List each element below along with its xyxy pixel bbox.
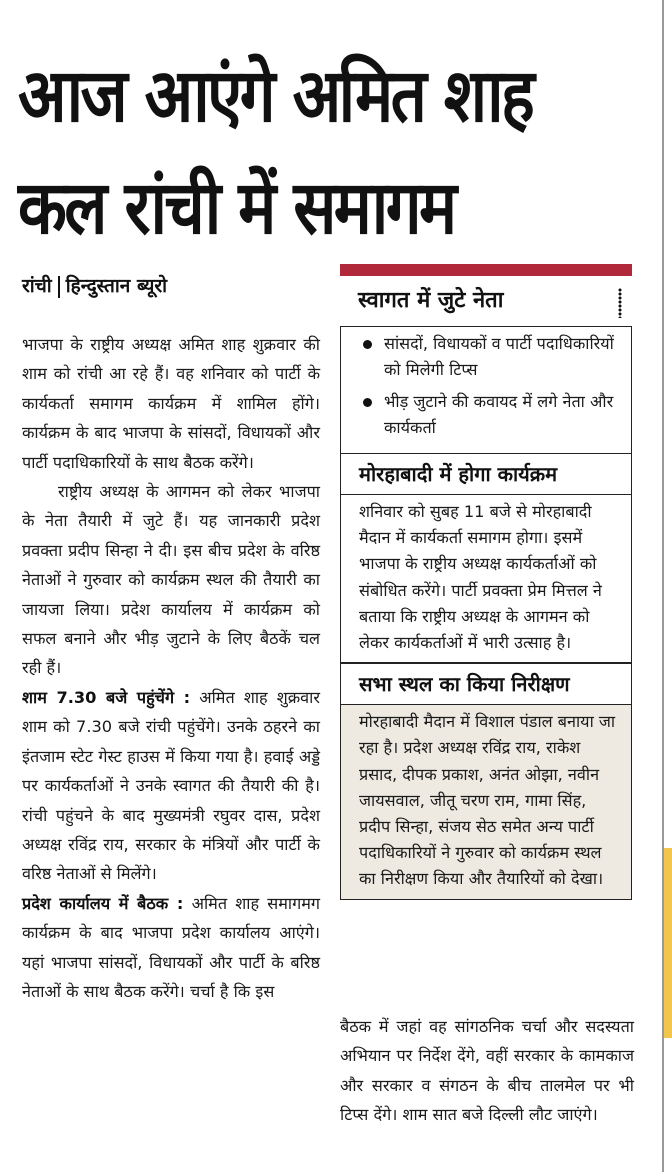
page-edge-color-strip	[664, 848, 672, 1038]
sidebar-subheading-inspection: सभा स्थल का किया निरीक्षण	[340, 663, 632, 705]
bullet-icon	[363, 398, 372, 407]
sidebar-heading	[340, 276, 632, 326]
sidebar-subheading-venue: मोरहाबादी में होगा कार्यक्रम	[340, 453, 632, 495]
sidebar-heading-text: स्वागत में जुटे नेता	[358, 288, 504, 313]
headline	[18, 40, 551, 264]
list-item-text: भीड़ जुटाने की कवायद में लगे नेता और कार्यकर्ता	[384, 392, 614, 437]
sidebar-paragraph-inspection: मोरहाबादी मैदान में विशाल पंडाल बनाया जा रहा है। प्रदेश अध्यक्ष रविंद्र राय, राकेश प्रसाद, दीपक प्रकाश, अनंत ओझा, नवीन जायसवाल, जीतू चरण राम, गामा सिंह, प्रदीप सिन्हा, संजय सेठ समेत अन्य पार्टी पदाधिकारियों ने गुरुवार को कार्यक्रम स्थल का निरीक्षण किया और तैयारियों को देखा।	[340, 705, 632, 899]
article-paragraph-1: भाजपा के राष्ट्रीय अध्यक्ष अमित शाह शुक्रवार की शाम को रांची आ रहे हैं। वह शनिवार को पार्टी के कार्यकर्ता समागम कार्यक्रम में शामिल होंगे। कार्यक्रम के बाद भाजपा के सांसदों, विधायकों और पार्टी पदाधिकारियों के साथ बैठक करेंगे।	[22, 335, 320, 472]
byline-bureau: हिन्दुस्तान ब्यूरो	[65, 275, 168, 297]
subhead-office-meeting: प्रदेश कार्यालय में बैठक :	[22, 893, 184, 913]
article-paragraph-4	[22, 889, 320, 1007]
article-paragraph-2: राष्ट्रीय अध्यक्ष के आगमन को लेकर भाजपा के नेता तैयारी में जुटे हैं। यह जानकारी प्रदेश प्रवक्ता प्रदीप सिन्हा ने दी। इस बीच प्रदेश के वरिष्ठ नेताओं ने गुरुवार को कार्यक्रम स्थल की तैयारी का जायजा लिया। प्रदेश कार्यालय में कार्यक्रम को सफल बनाने और भीड़ जुटाने के लिए बैठकें चल रही हैं।	[22, 482, 320, 678]
article-paragraph-4-text: अमित शाह समागमग कार्यक्रम के बाद भाजपा प्रदेश कार्यालय आएंगे। यहां भाजपा सांसदों, विधायकों और पार्टी के बरिष्ठ नेताओं के साथ बैठक करेंगे। चर्चा है कि इस	[22, 893, 321, 1001]
sidebar-accent-bar	[340, 264, 632, 276]
byline-separator	[58, 276, 60, 298]
bullet-icon	[363, 340, 372, 349]
byline-place: रांची	[22, 275, 52, 297]
byline	[22, 272, 167, 298]
dotted-rule-icon	[618, 288, 622, 318]
article-paragraph-3	[22, 683, 320, 889]
sidebar-box	[340, 264, 632, 900]
headline-line-1: आज आएंगे अमित शाह	[18, 53, 533, 139]
headline-line-2: कल रांची में समागम	[18, 165, 455, 251]
list-item	[353, 331, 621, 383]
sidebar-paragraph-venue: शनिवार को सुबह 11 बजे से मोरहाबादी मैदान में कार्यकर्ता समागम होगा। इसमें भाजपा के राष्ट्रीय अध्यक्ष कार्यकर्ताओं को संबोधित करेंगे। पार्टी प्रवक्ता प्रेम मित्तल ने बताया कि राष्ट्रीय अध्यक्ष के आगमन को लेकर कार्यकर्ताओं में भारी उत्साह है।	[340, 495, 632, 663]
sidebar-bullet-list	[340, 326, 632, 453]
subhead-arrival: शाम 7.30 बजे पहुंचेंगे :	[22, 687, 191, 707]
article-paragraph-3-text: अमित शाह शुक्रवार शाम को 7.30 बजे रांची पहुंचेंगे। उनके ठहरने का इंतजाम स्टेट गेस्ट हाउस में किया गया है। हवाई अड्डे पर कार्यकर्ताओं ने उनके स्वागत की तैयारी की है। रांची पहुंचने के बाद मुख्यमंत्री रघुवर दास, प्रदेश अध्यक्ष रविंद्र राय, सरकार के मंत्रियों और पार्टी के वरिष्ठ नेताओं से मिलेंगे।	[22, 687, 320, 884]
list-item-text: सांसदों, विधायकों व पार्टी पदाधिकारियों को मिलेगी टिप्स	[384, 334, 614, 379]
list-item	[353, 389, 621, 441]
article-right-column-continuation: बैठक में जहां वह सांगठनिक चर्चा और सदस्यता अभियान पर निर्देश देंगे, वहीं सरकार के कामकाज और सरकार व संगठन के बीच तालमेल पर भी टिप्स देंगे। शाम सात बजे दिल्ली लौट जाएंगे।	[340, 1017, 634, 1125]
article-left-column	[22, 330, 320, 1006]
